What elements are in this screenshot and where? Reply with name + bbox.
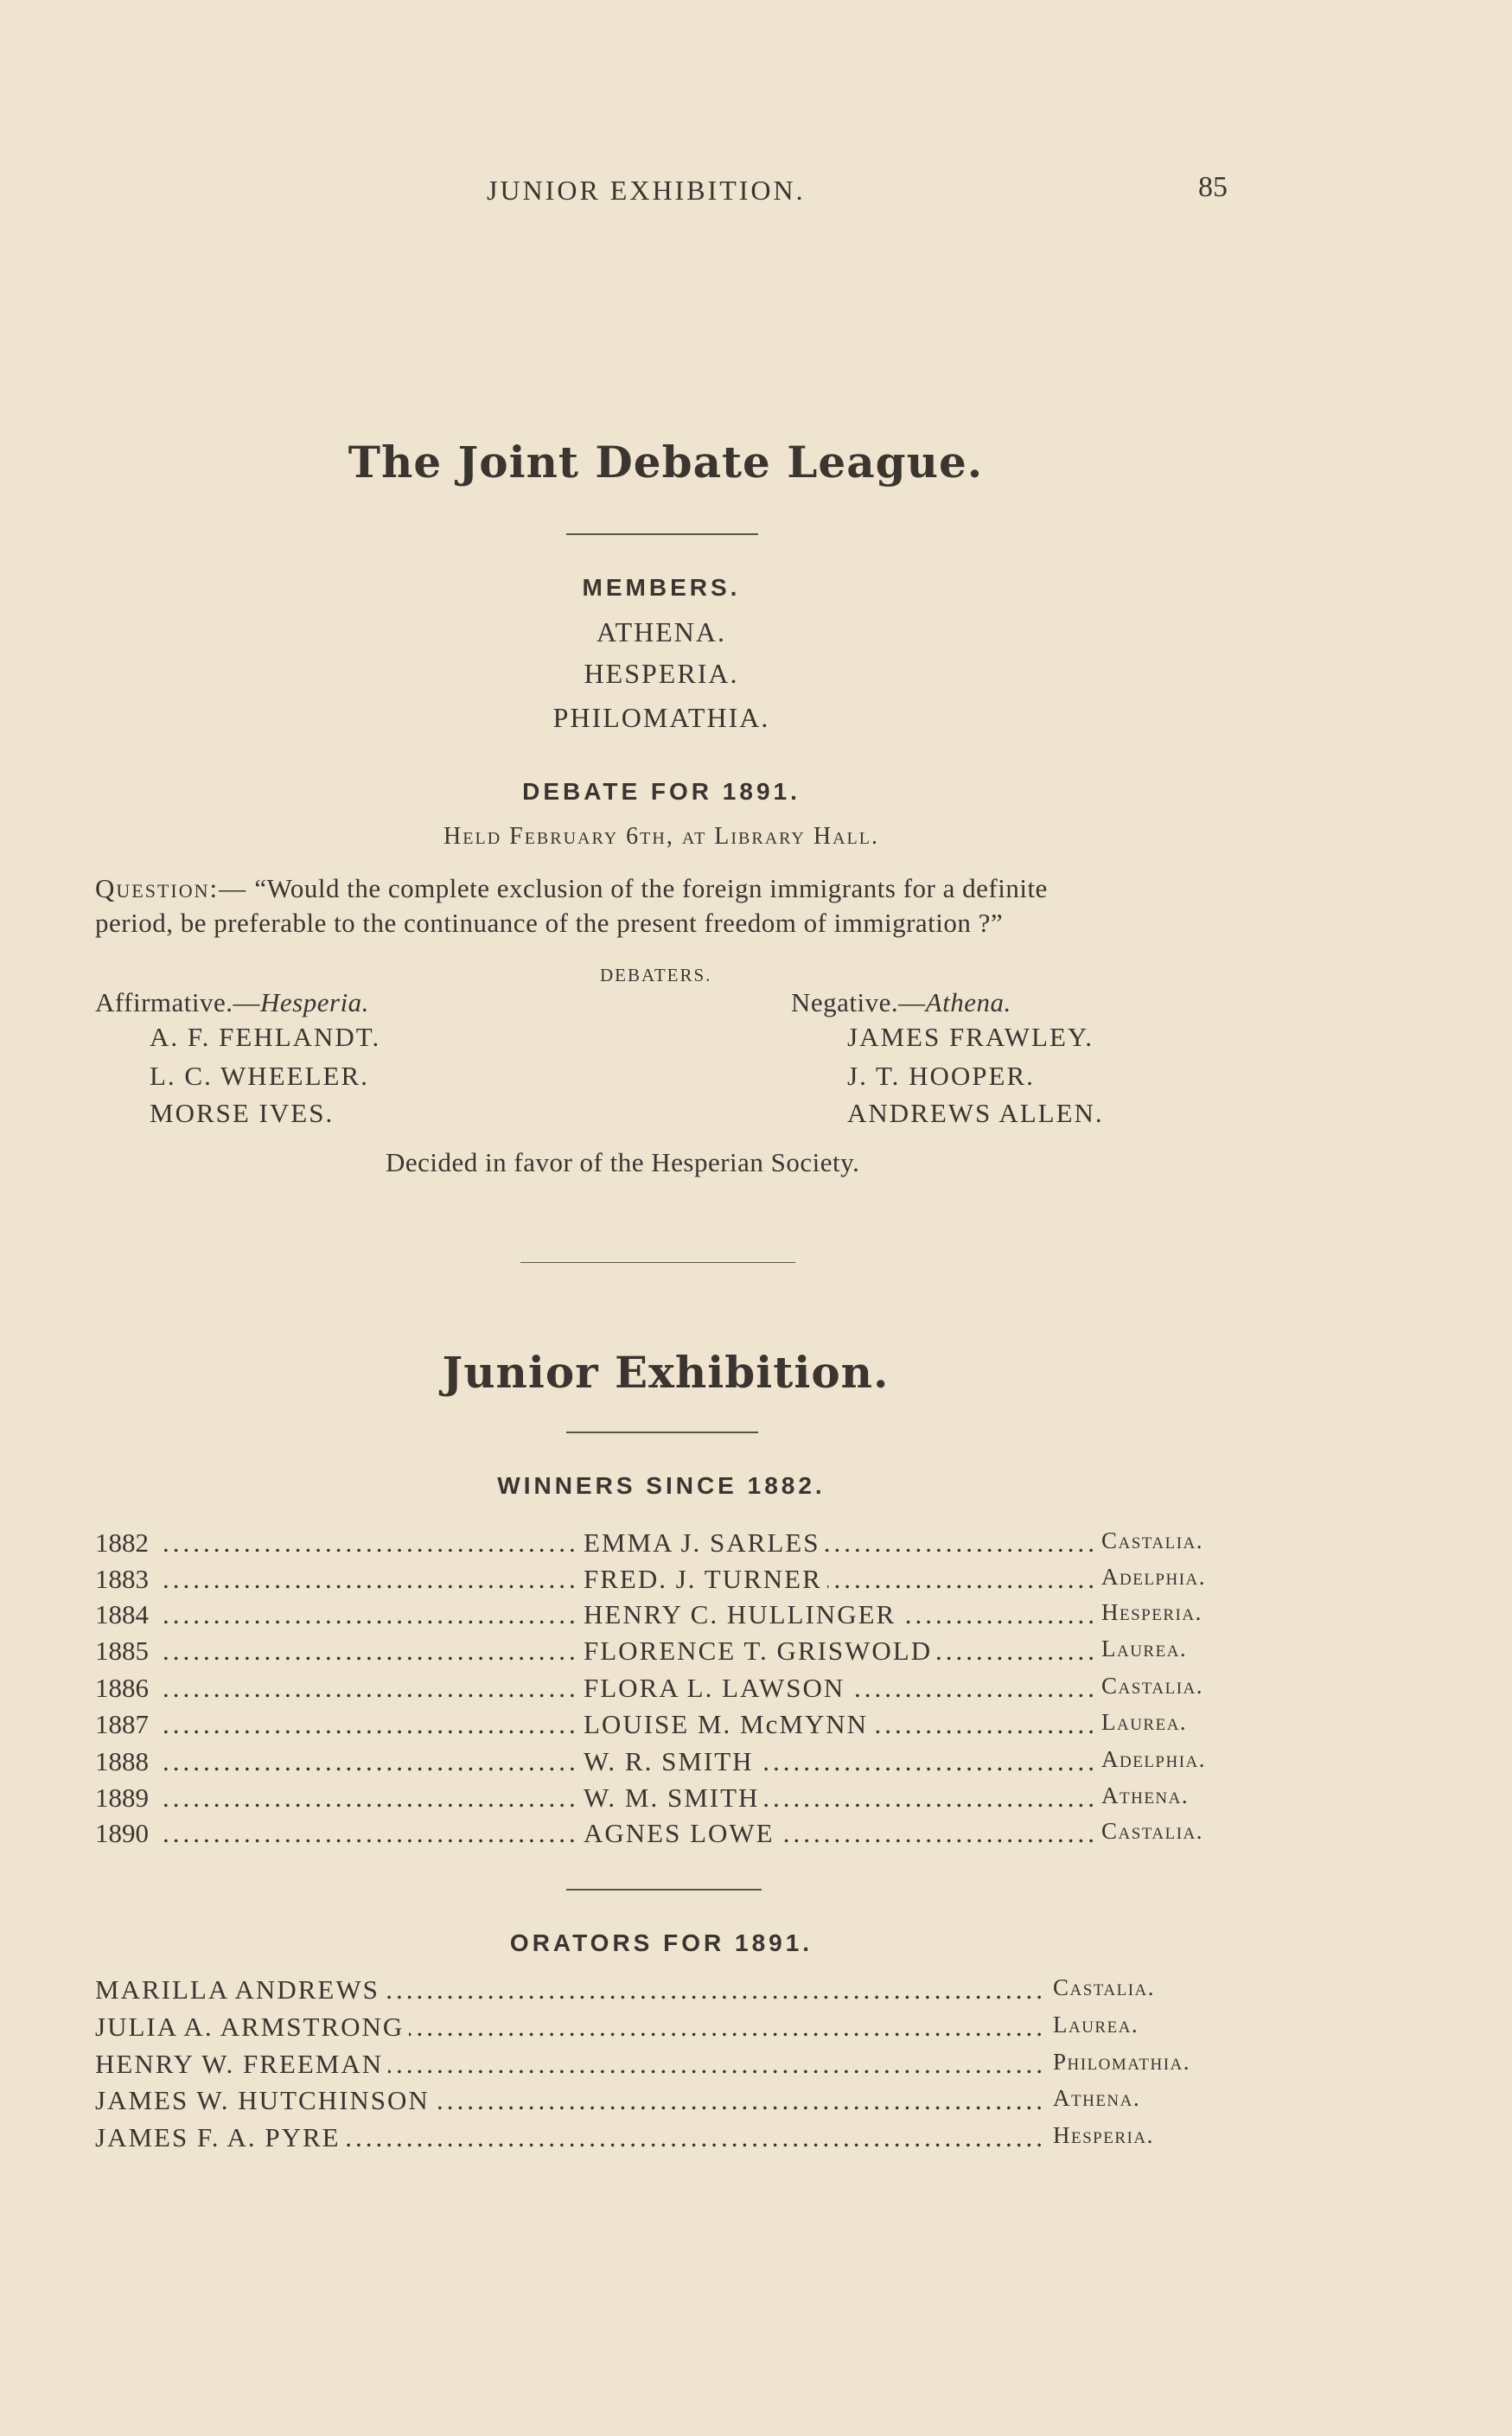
- winner-row: [95, 1818, 1236, 1853]
- debaters-label: DEBATERS.: [600, 965, 712, 985]
- winner-row: [95, 1527, 1236, 1562]
- winner-name: FRED. J. TURNER: [584, 1564, 827, 1595]
- winner-year: 1883: [95, 1564, 149, 1594]
- question-label: Question:—: [95, 873, 248, 903]
- winner-year: 1884: [95, 1599, 149, 1629]
- winner-society: Athena.: [1101, 1782, 1190, 1808]
- member-athena: ATHENA.: [597, 616, 726, 647]
- orator-society: Hesperia.: [1053, 2122, 1154, 2148]
- winner-name: EMMA J. SARLES: [584, 1527, 825, 1559]
- winner-row: [95, 1746, 1236, 1781]
- winner-row: [95, 1599, 1236, 1634]
- affirmative-label: Affirmative.—: [95, 987, 261, 1017]
- winner-name: FLORA L. LAWSON: [584, 1673, 850, 1704]
- junior-exhibition-title: Junior Exhibition.: [442, 1347, 890, 1398]
- winner-name: FLORENCE T. GRISWOLD: [584, 1636, 937, 1667]
- negative-society: Athena.: [925, 987, 1011, 1017]
- winner-year: 1886: [95, 1673, 149, 1703]
- winner-society: Laurea.: [1101, 1636, 1188, 1661]
- orator-row: [95, 2012, 1236, 2046]
- winner-year: 1889: [95, 1782, 149, 1813]
- orator-name: JAMES F. A. PYRE: [95, 2122, 346, 2153]
- winner-name: W. R. SMITH: [584, 1746, 759, 1777]
- divider: [566, 533, 758, 535]
- negative-heading: [791, 987, 1011, 1018]
- member-hesperia: HESPERIA.: [584, 658, 739, 689]
- winner-year: 1890: [95, 1818, 149, 1848]
- question-line-2: period, be preferable to the continuance of the present freedom of immigration ?”: [95, 908, 1004, 938]
- orator-row: [95, 2049, 1236, 2083]
- orator-society: Athena.: [1053, 2085, 1141, 2111]
- affirmative-debater-3: MORSE IVES.: [150, 1098, 335, 1128]
- question-line-1: [95, 873, 1048, 904]
- winner-row: [95, 1709, 1236, 1744]
- winner-row: [95, 1636, 1236, 1670]
- negative-label: Negative.—: [791, 987, 926, 1017]
- winner-year: 1882: [95, 1527, 149, 1558]
- orator-society: Philomathia.: [1053, 2049, 1191, 2075]
- question-text-1: “Would the complete exclusion of the foreign immigrants for a definite: [254, 873, 1048, 903]
- winner-name: W. M. SMITH: [584, 1782, 764, 1814]
- negative-debater-2: J. T. HOOPER.: [847, 1061, 1035, 1091]
- winner-row: [95, 1673, 1236, 1707]
- winner-society: Castalia.: [1101, 1673, 1204, 1699]
- winners-heading: WINNERS SINCE 1882.: [497, 1472, 826, 1499]
- negative-debater-1: JAMES FRAWLEY.: [847, 1022, 1094, 1052]
- winner-row: [95, 1782, 1236, 1817]
- winner-year: 1888: [95, 1746, 149, 1776]
- orator-name: JULIA A. ARMSTRONG: [95, 2012, 409, 2043]
- orator-society: Castalia.: [1053, 1974, 1156, 2000]
- members-heading: MEMBERS.: [582, 574, 741, 601]
- divider: [566, 1432, 758, 1433]
- orator-society: Laurea.: [1053, 2012, 1139, 2037]
- orator-name: HENRY W. FREEMAN: [95, 2049, 388, 2080]
- affirmative-heading: [95, 987, 369, 1018]
- debate-league-title: The Joint Debate League.: [348, 437, 984, 488]
- orator-row: [95, 2122, 1236, 2157]
- winner-society: Adelphia.: [1101, 1564, 1207, 1590]
- affirmative-society: Hesperia.: [260, 987, 369, 1017]
- winner-name: LOUISE M. McMYNN: [584, 1709, 873, 1740]
- winner-society: Castalia.: [1101, 1818, 1204, 1844]
- winner-row: [95, 1564, 1236, 1598]
- divider: [566, 1889, 762, 1891]
- winner-name: AGNES LOWE: [584, 1818, 780, 1849]
- negative-debater-3: ANDREWS ALLEN.: [847, 1098, 1104, 1128]
- orator-name: MARILLA ANDREWS: [95, 1974, 385, 2006]
- orators-heading: ORATORS FOR 1891.: [509, 1929, 813, 1956]
- winner-year: 1887: [95, 1709, 149, 1739]
- member-philomathia: PHILOMATHIA.: [552, 702, 770, 733]
- section-divider: [520, 1262, 795, 1263]
- winner-society: Laurea.: [1101, 1709, 1188, 1735]
- orator-name: JAMES W. HUTCHINSON: [95, 2085, 435, 2116]
- page-number: 85: [1198, 171, 1228, 203]
- affirmative-debater-2: L. C. WHEELER.: [150, 1061, 369, 1091]
- decision-line: Decided in favor of the Hesperian Society.: [386, 1147, 860, 1177]
- running-title: JUNIOR EXHIBITION.: [487, 175, 806, 206]
- debate-heading: DEBATE FOR 1891.: [522, 778, 801, 805]
- winner-name: HENRY C. HULLINGER: [584, 1599, 901, 1630]
- winner-society: Castalia.: [1101, 1527, 1204, 1553]
- winner-society: Adelphia.: [1101, 1746, 1207, 1772]
- affirmative-debater-1: A. F. FEHLANDT.: [150, 1022, 381, 1052]
- orator-row: [95, 2085, 1236, 2120]
- orator-row: [95, 1974, 1236, 2009]
- held-line: Held February 6th, at Library Hall.: [443, 823, 879, 850]
- winner-year: 1885: [95, 1636, 149, 1666]
- winner-society: Hesperia.: [1101, 1599, 1203, 1625]
